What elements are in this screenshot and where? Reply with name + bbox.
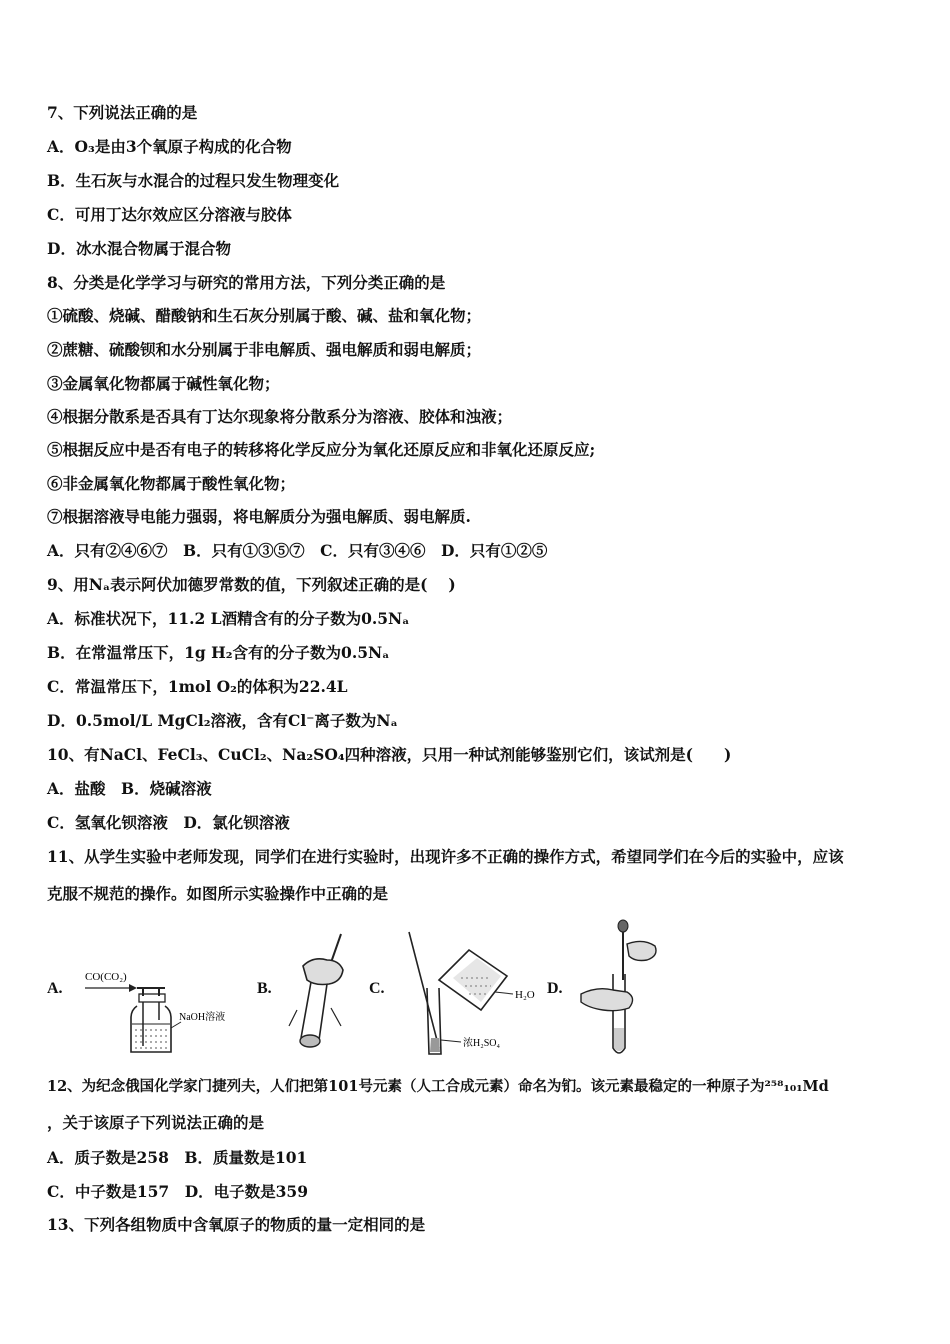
q11-label-b: B.: [257, 980, 272, 997]
q7-option-a: A．O₃是由3个氧原子构成的化合物: [47, 137, 292, 156]
q8-options: A．只有②④⑥⑦ B．只有①③⑤⑦ C．只有③④⑥ D．只有①②⑤: [47, 541, 548, 560]
fig-a-liquid-dots: [135, 1030, 167, 1048]
dilution-pouring-figure: [395, 928, 545, 1062]
q8-statement-2: ②蔗糖、硫酸钡和水分别属于非电解质、强电解质和弱电解质；: [47, 340, 482, 359]
fig-c-water-pointer: [495, 992, 513, 994]
q8-statement-1: ①硫酸、烧碱、醋酸钠和生石灰分别属于酸、碱、盐和氧化物；: [47, 306, 482, 325]
q13-stem: 13、下列各组物质中含氧原子的物质的量一定相同的是: [47, 1215, 426, 1234]
q11-figure-row: [47, 922, 727, 1062]
fig-b-tube-walls: [301, 982, 327, 1040]
fig-c-glass-rod: [409, 932, 439, 1048]
fig-c-acid-liquid: [430, 1038, 440, 1052]
q10-stem: 10、有NaCl、FeCl₃、CuCl₂、Na₂SO₄四种溶液，只用一种试剂能够鉴别它们，该试剂是( ): [47, 745, 732, 764]
q9-option-c: C．常温常压下，1mol O₂的体积为22.4L: [47, 677, 348, 696]
q9-option-a: A．标准状况下，11.2 L酒精含有的分子数为0.5Nₐ: [47, 609, 410, 628]
fig-a-tubes: [143, 988, 159, 996]
fig-a-gas-label: CO(CO₂): [85, 971, 127, 983]
q8-statement-5: ⑤根据反应中是否有电子的转移将化学反应分为氧化还原反应和非氧化还原反应;: [47, 440, 596, 459]
q7-option-b: B．生石灰与水混合的过程只发生物理变化: [47, 171, 340, 190]
fig-a-bottle: [131, 1006, 171, 1052]
q9-option-d: D．0.5mol/L MgCl₂溶液，含有Cl⁻离子数为Nₐ: [47, 711, 398, 730]
q12-stem-line1: 12、为纪念俄国化学家门捷列夫，人们把第101号元素（人工合成元素）命名为钔。该元素最稳定的一种原子为²⁵⁸₁₀₁Md: [47, 1078, 829, 1095]
q11-label-a: A.: [47, 980, 63, 997]
fig-d-upper-hand: [627, 941, 656, 960]
fig-d-dropper-bulb: [618, 920, 628, 932]
dropper-into-tube-figure: [577, 916, 677, 1062]
fig-d-tube-liquid: [614, 1028, 624, 1051]
q11-stem-line2: 克服不规范的操作。如图所示实验操作中正确的是: [47, 884, 389, 903]
fig-c-acid-pointer: [441, 1040, 461, 1042]
q12-options-cd: C．中子数是157 D．电子数是359: [47, 1182, 308, 1201]
q10-options-ab: A．盐酸 B．烧碱溶液: [47, 779, 212, 798]
fig-c-water-label: H₂O: [515, 989, 535, 1001]
fig-d-lower-hand: [581, 989, 633, 1011]
q7-stem: 7、下列说法正确的是: [47, 103, 198, 122]
fig-a-solution-label: NaOH溶液: [179, 1012, 226, 1023]
q8-statement-6: ⑥非金属氧化物都属于酸性氧化物；: [47, 474, 296, 493]
q11-stem-line1: 11、从学生实验中老师发现，同学们在进行实验时，出现许多不正确的操作方式，希望同学们在今后的实验中，应该: [47, 847, 844, 866]
q7-option-c: C．可用丁达尔效应区分溶液与胶体: [47, 205, 292, 224]
fig-b-hand: [303, 959, 343, 985]
q12-options-ab: A．质子数是258 B．质量数是101: [47, 1148, 308, 1167]
q9-stem: 9、用Nₐ表示阿伏加德罗常数的值，下列叙述正确的是( ): [47, 575, 456, 594]
test-tube-in-hand-figure: [283, 930, 373, 1060]
fig-c-acid-label: 浓H₂SO₄: [463, 1038, 500, 1049]
gas-washing-bottle-figure: [77, 958, 227, 1058]
q7-option-d: D．冰水混合物属于混合物: [47, 239, 231, 258]
q11-label-c: C.: [369, 980, 385, 997]
q8-statement-7: ⑦根据溶液导电能力强弱，将电解质分为强电解质、弱电解质.: [47, 507, 471, 526]
q9-option-b: B．在常温常压下，1g H₂含有的分子数为0.5Nₐ: [47, 643, 390, 662]
fig-b-fingers: [289, 1008, 341, 1026]
q11-label-d: D.: [547, 980, 563, 997]
q10-options-cd: C．氢氧化钡溶液 D．氯化钡溶液: [47, 813, 290, 832]
fig-b-tube-bottom: [300, 1035, 320, 1047]
fig-a-arrow-head: [129, 984, 137, 992]
q8-statement-3: ③金属氧化物都属于碱性氧化物；: [47, 374, 280, 393]
q8-statement-4: ④根据分散系是否具有丁达尔现象将分散系分为溶液、胶体和浊液；: [47, 407, 513, 426]
q12-stem-line2: ，关于该原子下列说法正确的是: [47, 1113, 265, 1132]
q8-stem: 8、分类是化学学习与研究的常用方法，下列分类正确的是: [47, 273, 446, 292]
